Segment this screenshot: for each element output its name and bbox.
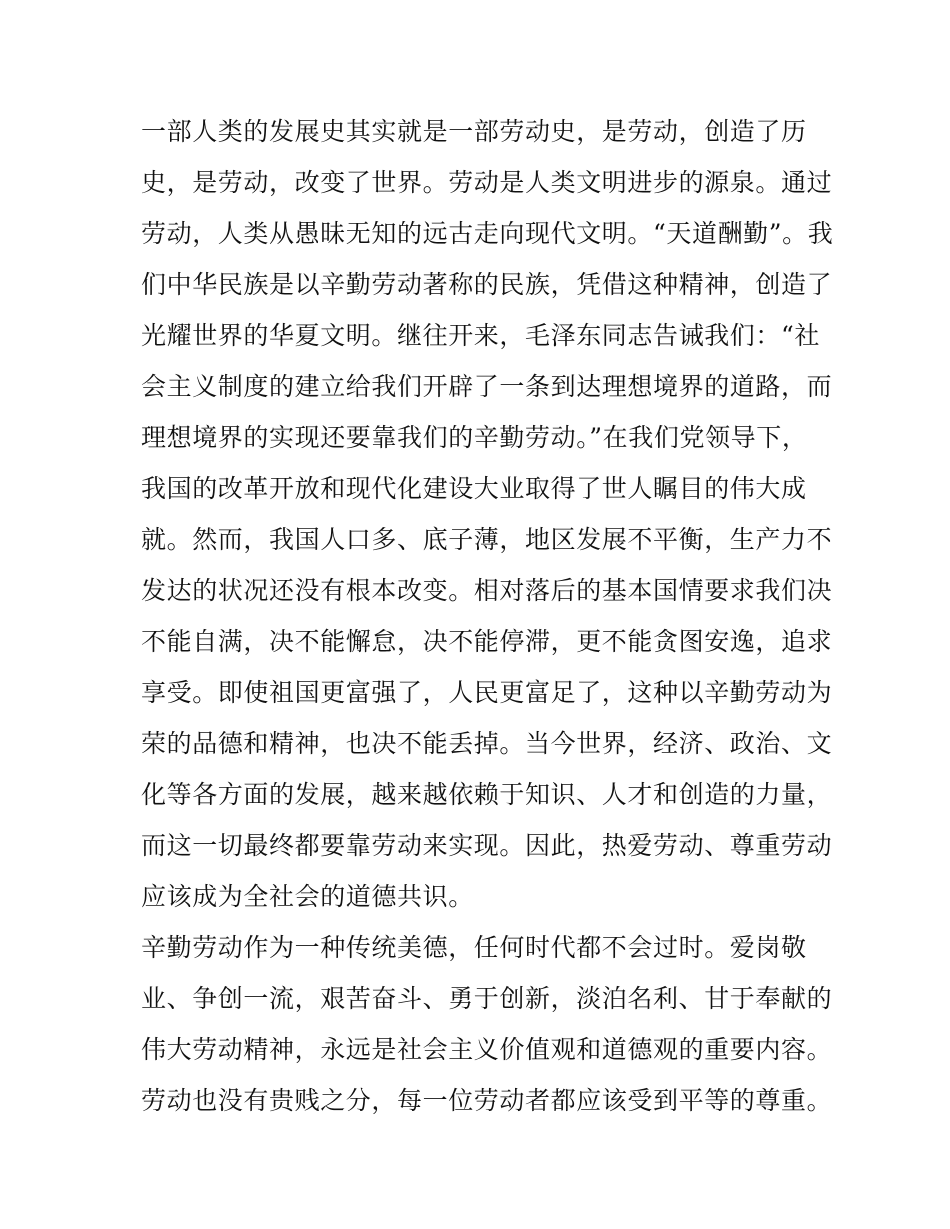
text-line-4: 们中华民族是以辛勤劳动著称的民族，凭借这种精神，创造了 [141,270,833,299]
text-line-2: 史，是劳动，改变了世界。劳动是人类文明进步的源泉。通过 [141,168,833,197]
text-line-12: 享受。即使祖国更富强了，人民更富足了，这种以辛勤劳动为 [141,678,833,707]
text-line-15: 而这一切最终都要靠劳动来实现。因此，热爱劳动、尊重劳动 [141,831,833,860]
text-line-7: 理想境界的实现还要靠我们的辛勤劳动。”在我们党领导下， [141,423,808,452]
document-body [141,106,834,1126]
text-line-3: 劳动，人类从愚昧无知的远古走向现代文明。“天道酬勤”。我 [141,219,834,248]
text-line-20: 劳动也没有贵贱之分，每一位劳动者都应该受到平等的尊重。 [141,1086,833,1115]
text-line-1: 一部人类的发展史其实就是一部劳动史，是劳动，创造了历 [141,117,807,146]
text-line-6: 会主义制度的建立给我们开辟了一条到达理想境界的道路，而 [141,372,833,401]
text-line-16: 应该成为全社会的道德共识。 [141,882,474,911]
text-line-19: 伟大劳动精神，永远是社会主义价值观和道德观的重要内容。 [141,1035,833,1064]
text-line-11: 不能自满，决不能懈怠，决不能停滞，更不能贪图安逸，追求 [141,627,833,656]
text-line-17: 辛勤劳动作为一种传统美德，任何时代都不会过时。爱岗敬 [141,933,807,962]
text-line-5: 光耀世界的华夏文明。继往开来，毛泽东同志告诫我们：“社 [141,321,820,350]
text-line-13: 荣的品德和精神，也决不能丢掉。当今世界，经济、政治、文 [141,729,833,758]
text-line-9: 就。然而，我国人口多、底子薄，地区发展不平衡，生产力不 [141,525,833,554]
text-line-8: 我国的改革开放和现代化建设大业取得了世人瞩目的伟大成 [141,474,807,503]
text-line-10: 发达的状况还没有根本改变。相对落后的基本国情要求我们决 [141,576,833,605]
text-line-18: 业、争创一流，艰苦奋斗、勇于创新，淡泊名利、甘于奉献的 [141,984,833,1013]
text-line-14: 化等各方面的发展，越来越依赖于知识、人才和创造的力量， [141,780,833,809]
